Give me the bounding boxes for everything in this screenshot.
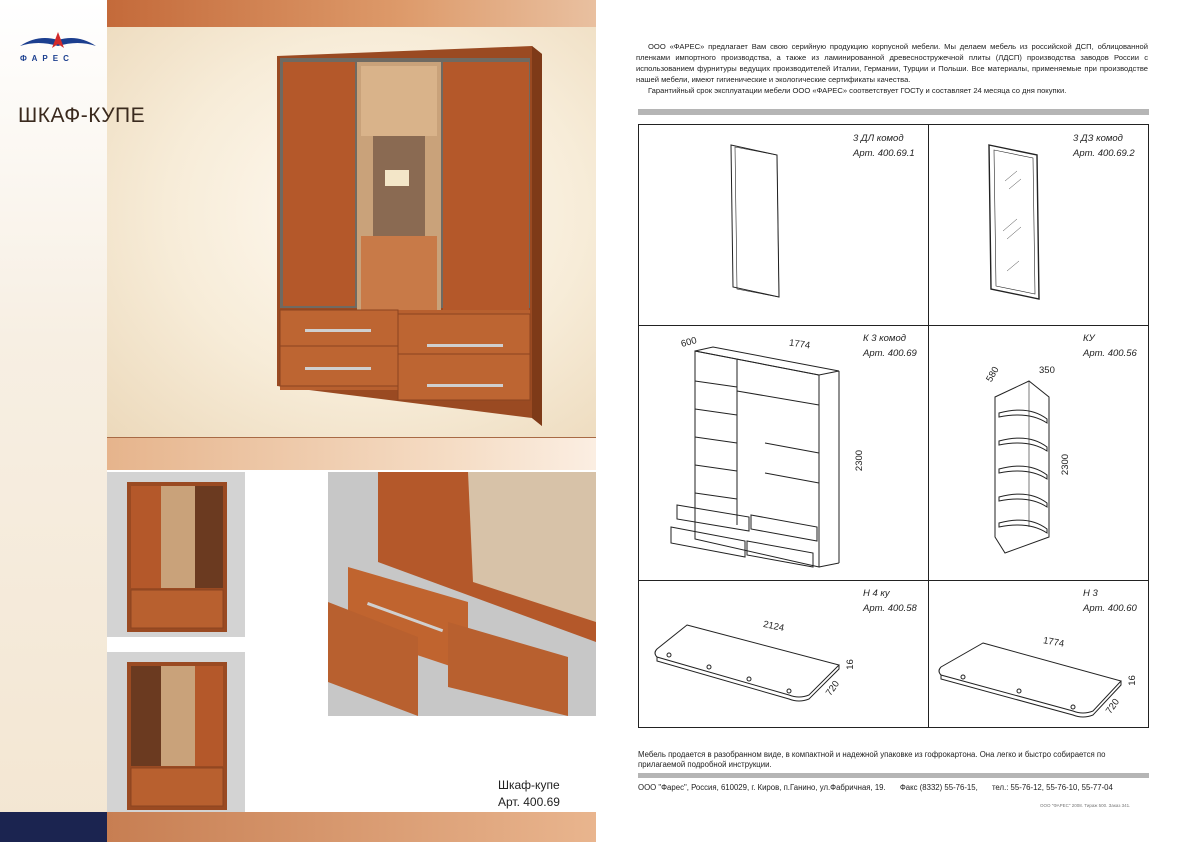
items-grid: [638, 124, 1149, 728]
item-article: Арт. 400.69: [863, 348, 917, 359]
top-band: [107, 0, 596, 27]
top-panel-drawing: [649, 615, 849, 705]
contact-fax: Факс (8332) 55-76-15,: [899, 783, 978, 792]
intro-text: [636, 41, 1148, 96]
item-name: 3 ДЛ комод: [853, 133, 904, 144]
logo-text: ФАРЕС: [20, 54, 74, 63]
grid-vline: [928, 125, 929, 728]
wardrobe-frame-drawing: [669, 345, 859, 573]
intro-paragraph: ООО «ФАРЕС» предлагает Вам свою серийную продукцию корпусной мебели. Мы делаем мебель из российской ДСП, облицованной пленками импортного производства, а также из ламинированной древесностружечной плиты (ЛДСП) производства заводов России с использованием фурнитуры ведущих производителей Италии, Германии, Турции и Польши. Все материалы, применяемые при производстве нашей мебели, имеют гигиенические и экологические сертификаты качества.: [636, 42, 1148, 84]
drawers-detail-photo: [328, 472, 596, 716]
item-article: Арт. 400.69.2: [1073, 148, 1135, 159]
dimension-height: 2300: [1060, 453, 1072, 476]
dimension-length: 2124: [762, 618, 786, 635]
product-caption: [498, 777, 560, 811]
top-rule: [638, 109, 1149, 115]
dimension-width: 1774: [788, 337, 811, 352]
item-label: [853, 131, 915, 161]
mirror-door-drawing: [985, 141, 1055, 301]
item-article: Арт. 400.56: [1083, 348, 1137, 359]
dimension-a: 580: [984, 364, 1002, 385]
item-article: Арт. 400.60: [1083, 603, 1137, 614]
item-name: 3 ДЗ комод: [1073, 133, 1123, 144]
dimension-thickness: 16: [1126, 675, 1138, 686]
item-name: К 3 комод: [863, 333, 906, 344]
middle-band: [107, 438, 596, 470]
warranty-paragraph: Гарантийный срок эксплуатации мебели ООО «ФАРЕС» соответствует ГОСТу и составляет 24 месяца со дня покупки.: [648, 86, 1067, 95]
dimension-depth: 720: [823, 678, 842, 699]
dimension-depth: 600: [679, 335, 699, 350]
dimension-length: 1774: [1042, 635, 1065, 650]
item-label: [863, 586, 917, 616]
dimension-b: 350: [1039, 365, 1055, 376]
item-name: КУ: [1083, 333, 1095, 344]
door-panel-drawing: [727, 141, 797, 301]
copyright: ООО "ФАРЕС" 2008. Тираж 500. Заказ 341.: [1040, 803, 1131, 808]
wardrobe-photo-mirror: [107, 472, 245, 637]
item-label: [1073, 131, 1135, 161]
bottom-rule: [638, 773, 1149, 778]
item-name: Н 4 ку: [863, 588, 890, 599]
dimension-thickness: 16: [844, 659, 856, 670]
caption-article: Арт. 400.69: [498, 795, 560, 809]
dimension-height: 2300: [854, 449, 866, 472]
page-title: ШКАФ-КУПЕ: [18, 104, 146, 127]
grid-hline: [639, 325, 1149, 326]
bottom-bar: [0, 812, 596, 842]
item-name: Н 3: [1083, 588, 1098, 599]
item-article: Арт. 400.58: [863, 603, 917, 614]
contact-address: ООО "Фарес", Россия, 610029, г. Киров, п.Ганино, ул.Фабричная, 19.: [638, 783, 886, 792]
item-label: [1083, 331, 1137, 361]
item-article: Арт. 400.69.1: [853, 148, 915, 159]
grid-hline: [639, 580, 1149, 581]
wardrobe-hero-image: [277, 46, 542, 426]
caption-name: Шкаф-купе: [498, 778, 560, 792]
contacts: [638, 783, 1149, 792]
assembly-notice: Мебель продается в разобранном виде, в компактной и надежной упаковке из гофрокартона. Она легко и быстро собирается по прилагаемой подробной инструкции.: [638, 750, 1106, 769]
wardrobe-photo-open: [107, 652, 245, 812]
item-label: [863, 331, 917, 361]
dimension-depth: 720: [1103, 696, 1122, 717]
corner-shelf-drawing: [989, 377, 1072, 557]
contact-phones: тел.: 55-76-12, 55-76-10, 55-77-04: [991, 783, 1113, 792]
item-label: [1083, 586, 1137, 616]
top-panel-drawing: [933, 635, 1133, 723]
